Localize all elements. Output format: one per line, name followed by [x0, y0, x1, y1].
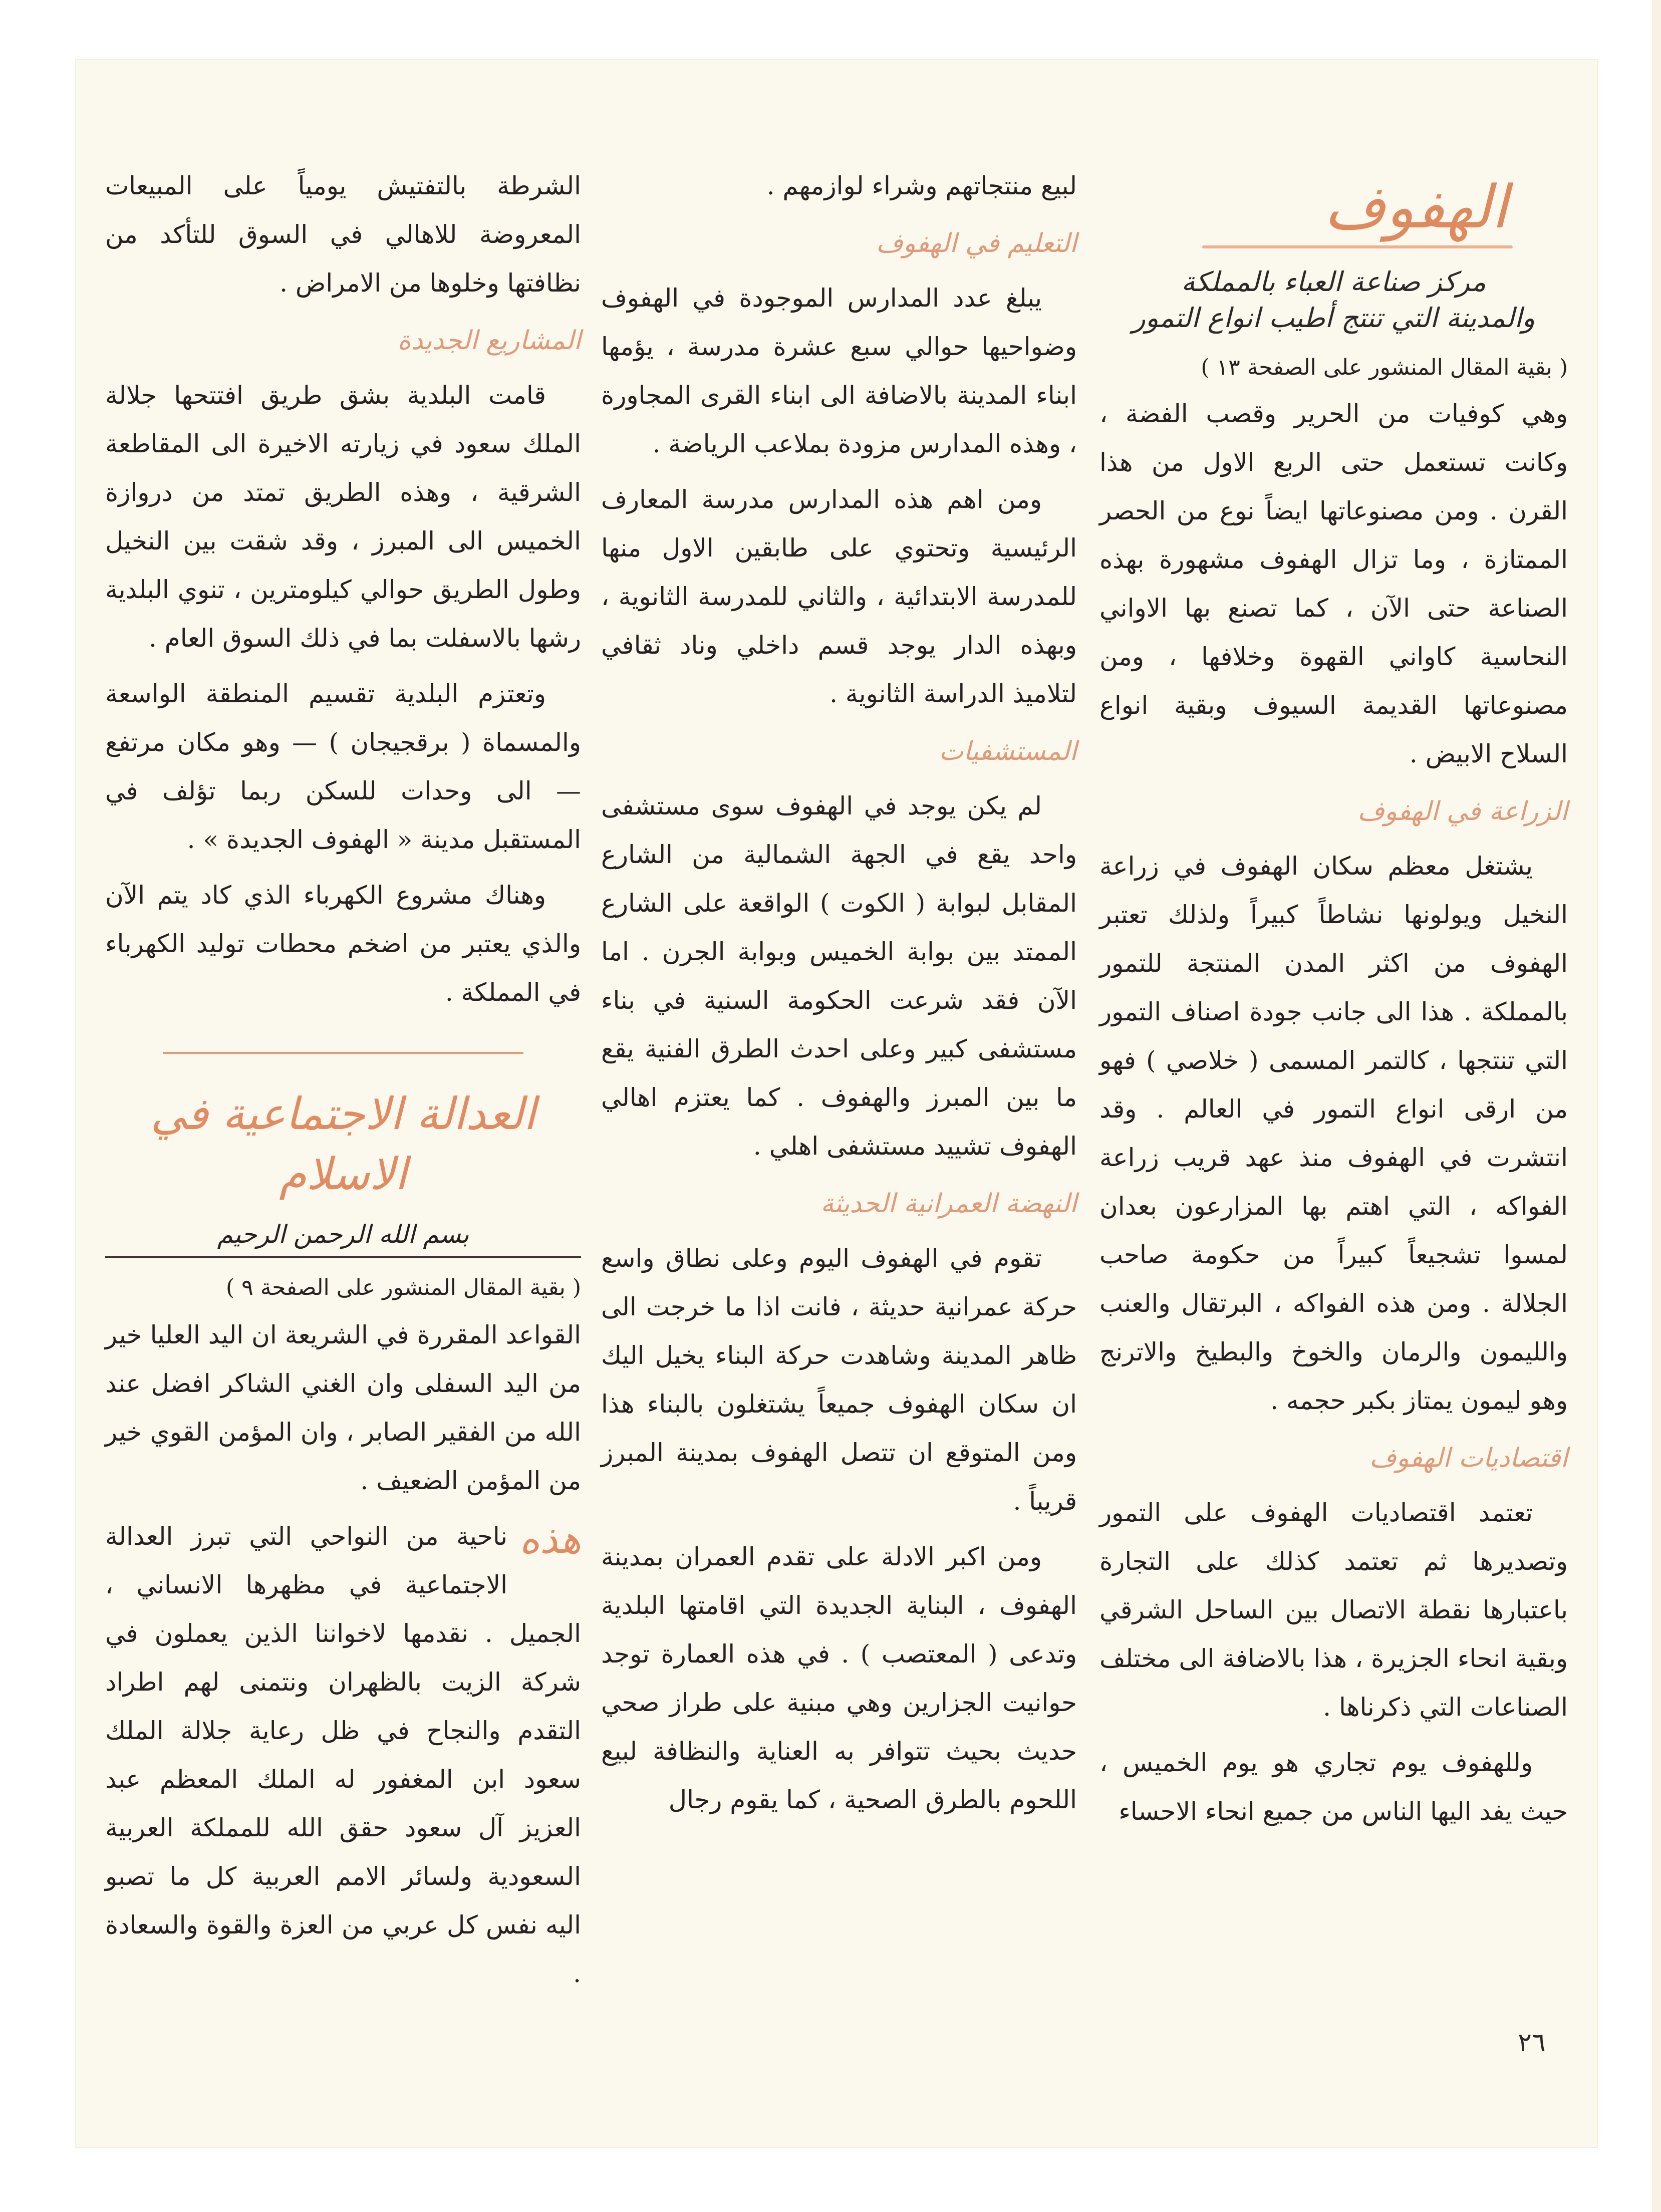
right-column	[1099, 169, 1568, 1843]
paragraph: تعتمد اقتصاديات الهفوف على التمور وتصديرها ثم تعتمد كذلك على التجارة باعتبارها نقطة الاتصال بين الساحل الشرقي وبقية انحاء الجزيرة ، هذا بالاضافة الى مختلف الصناعات التي ذكرناها .	[1099, 1498, 1568, 1722]
section-heading-projects: المشاريع الجديدة	[397, 326, 581, 356]
article-subtitle-2: والمدينة التي تنتج أطيب انواع التمور	[1132, 302, 1535, 334]
left-column	[105, 162, 581, 2005]
paragraph: وهناك مشروع الكهرباء الذي كاد يتم الآن والذي يعتبر من اضخم محطات توليد الكهرباء في المملكة .	[105, 881, 581, 1007]
paragraph: وللهفوف يوم تجاري هو يوم الخميس ، حيث يفد اليها الناس من جميع انحاء الاحساء	[1099, 1748, 1568, 1826]
social-justice-title: العدالة الاجتماعية في الاسلام	[150, 1088, 536, 1200]
section-heading-agriculture: الزراعة في الهفوف	[1357, 796, 1568, 826]
continued-note: ( بقية المقال المنشور على الصفحة ١٣ )	[1201, 355, 1568, 380]
paragraph: يشتغل معظم سكان الهفوف في زراعة النخيل ويولونها نشاطاً كبيراً ولذلك تعتبر الهفوف من اكثر المدن المنتجة للتمور بالمملكة . هذا الى جانب جودة اصناف التمور التي تنتجها ، كالتمر المسمى ( خلاصي ) فهو من ارقى انواع التمور في العالم . وقد انتشرت في الهفوف منذ عهد قريب زراعة الفواكه ، التي اهتم بها المزارعون بعدان لمسوا تشجيعاً كبيراً من حكومة صاحب الجلالة . ومن هذه الفواكه ، البرتقال والعنب والليمون والرمان والخوخ والبطيخ والاترنج وهو ليمون يمتاز بكبر حجمه .	[1099, 852, 1568, 1415]
paragraph: ومن اكبر الادلة على تقدم العمران بمدينة الهفوف ، البناية الجديدة التي اقامتها البلدية وتدعى ( المعتصب ) . في هذه العمارة توجد حوانيت الجزارين وهي مبنية على طراز صحي حديث بحيث تتوافر به العناية والنظافة لبيع اللحوم بالطرق الصحية ، كما يقوم رجال	[601, 1542, 1077, 1814]
middle-column	[601, 162, 1077, 1831]
paragraph: قامت البلدية بشق طريق افتتحها جلالة الملك سعود في زيارته الاخيرة الى المقاطعة الشرقية ، وهذه الطريق تمتد من دروازة الخميس الى المبرز ، وقد شقت بين النخيل وطول الطريق حوالي كيلومترين ، تنوي البلدية رشها بالاسفلت بما في ذلك السوق العام .	[105, 381, 581, 653]
magazine-page	[75, 59, 1598, 2148]
article-subtitle-1: مركز صناعة العباء بالمملكة	[1181, 266, 1486, 298]
section-heading-education: التعليم في الهفوف	[876, 228, 1077, 258]
paragraph-text: ناحية من النواحي التي تبرز العدالة الاجتماعية في مظهرها الانساني ، الجميل . نقدمها لاخواننا الذين يعملون في شركة الزيت بالظهران ونتمنى لهم اطراد التقدم والنجاح في ظل رعاية جلالة الملك سعود ابن المغفور له الملك المعظم عبد العزيز آل سعود حقق الله للمملكة العربية السعودية ولسائر الامم العربية كل ما تصبو اليه نفس كل عربي من العزة والقوة والسعادة .	[105, 1522, 581, 1988]
section-heading-economy: اقتصاديات الهفوف	[1369, 1443, 1568, 1473]
article-masthead	[1099, 169, 1568, 390]
decorative-word: هذه	[519, 1517, 581, 1562]
continued-note: ( بقية المقال المنشور على الصفحة ٩ )	[225, 1275, 581, 1300]
paragraph: وتعتزم البلدية تقسيم المنطقة الواسعة والمسماة ( برقجيجان ) — وهو مكان مرتفع — الى وحدات للسكن ربما تؤلف في المستقبل مدينة « الهفوف الجديدة » .	[105, 679, 581, 854]
paragraph: القواعد المقررة في الشريعة ان اليد العليا خير من اليد السفلى وان الغني الشاكر افضل عند الله من الفقير الصابر ، وان المؤمن القوي خير من المؤمن الضعيف .	[105, 1320, 581, 1495]
article-title: الهفوف	[1324, 172, 1508, 241]
paragraph: تقوم في الهفوف اليوم وعلى نطاق واسع حركة عمرانية حديثة ، فانت اذا ما خرجت الى ظاهر المدينة وشاهدت حركة البناء يخيل اليك ان سكان الهفوف جميعاً يشتغلون بالبناء هذا ومن المتوقع ان تتصل الهفوف بمدينة المبرز قريباً .	[601, 1244, 1077, 1516]
section-heading-hospitals: المستشفيات	[939, 736, 1077, 766]
page-number: ٢٦	[1518, 2028, 1546, 2058]
title-underline	[1202, 245, 1513, 248]
paragraph: الشرطة بالتفتيش يومياً على المبيعات المعروضة للاهالي في السوق للتأكد من نظافتها وخلوها من الامراض .	[105, 171, 581, 298]
paragraph: يبلغ عدد المدارس الموجودة في الهفوف وضواحيها حوالي سبع عشرة مدرسة ، يؤمها ابناء المدينة بالاضافة الى ابناء القرى المجاورة ، وهذه المدارس مزودة بملاعب الرياضة .	[601, 284, 1077, 458]
section-divider	[163, 1052, 523, 1054]
scan-edge	[1652, 0, 1661, 2212]
paragraph	[105, 1512, 581, 1998]
paragraph: وهي كوفيات من الحرير وقصب الفضة ، وكانت تستعمل حتى الربع الاول من هذا القرن . ومن مصنوعاتها ايضاً نوع من الحصر الممتازة ، وما تزال الهفوف مشهورة بهذه الصناعة حتى الآن ، كما تصنع بها الاواني النحاسية كاواني القهوة وخلافها ، ومن مصنوعاتها القديمة السيوف وبقية انواع السلاح الابيض .	[1099, 399, 1568, 768]
paragraph: لبيع منتجاتهم وشراء لوازمهم .	[766, 171, 1077, 200]
paragraph: ومن اهم هذه المدارس مدرسة المعارف الرئيسية وتحتوي على طابقين الاول منها للمدرسة الابتدائية ، والثاني للمدرسة الثانوية ، وبهذه الدار يوجد قسم داخلي وناد ثقافي لتلاميذ الدراسة الثانوية .	[601, 485, 1077, 708]
basmala: بسم الله الرحمن الرحيم	[105, 1214, 581, 1258]
paragraph: لم يكن يوجد في الهفوف سوى مستشفى واحد يقع في الجهة الشمالية من الشارع المقابل لبوابة ( الكوت ) الواقعة على الشارع الممتد بين بوابة الخميس وبوابة الجرن . اما الآن فقد شرعت الحكومة السنية في بناء مستشفى كبير وعلى احدث الطرق الفنية يقع ما بين المبرز والهفوف . كما يعتزم اهالي الهفوف تشييد مستشفى اهلي .	[601, 791, 1077, 1161]
section-heading-urban: النهضة العمرانية الحديثة	[820, 1189, 1077, 1219]
